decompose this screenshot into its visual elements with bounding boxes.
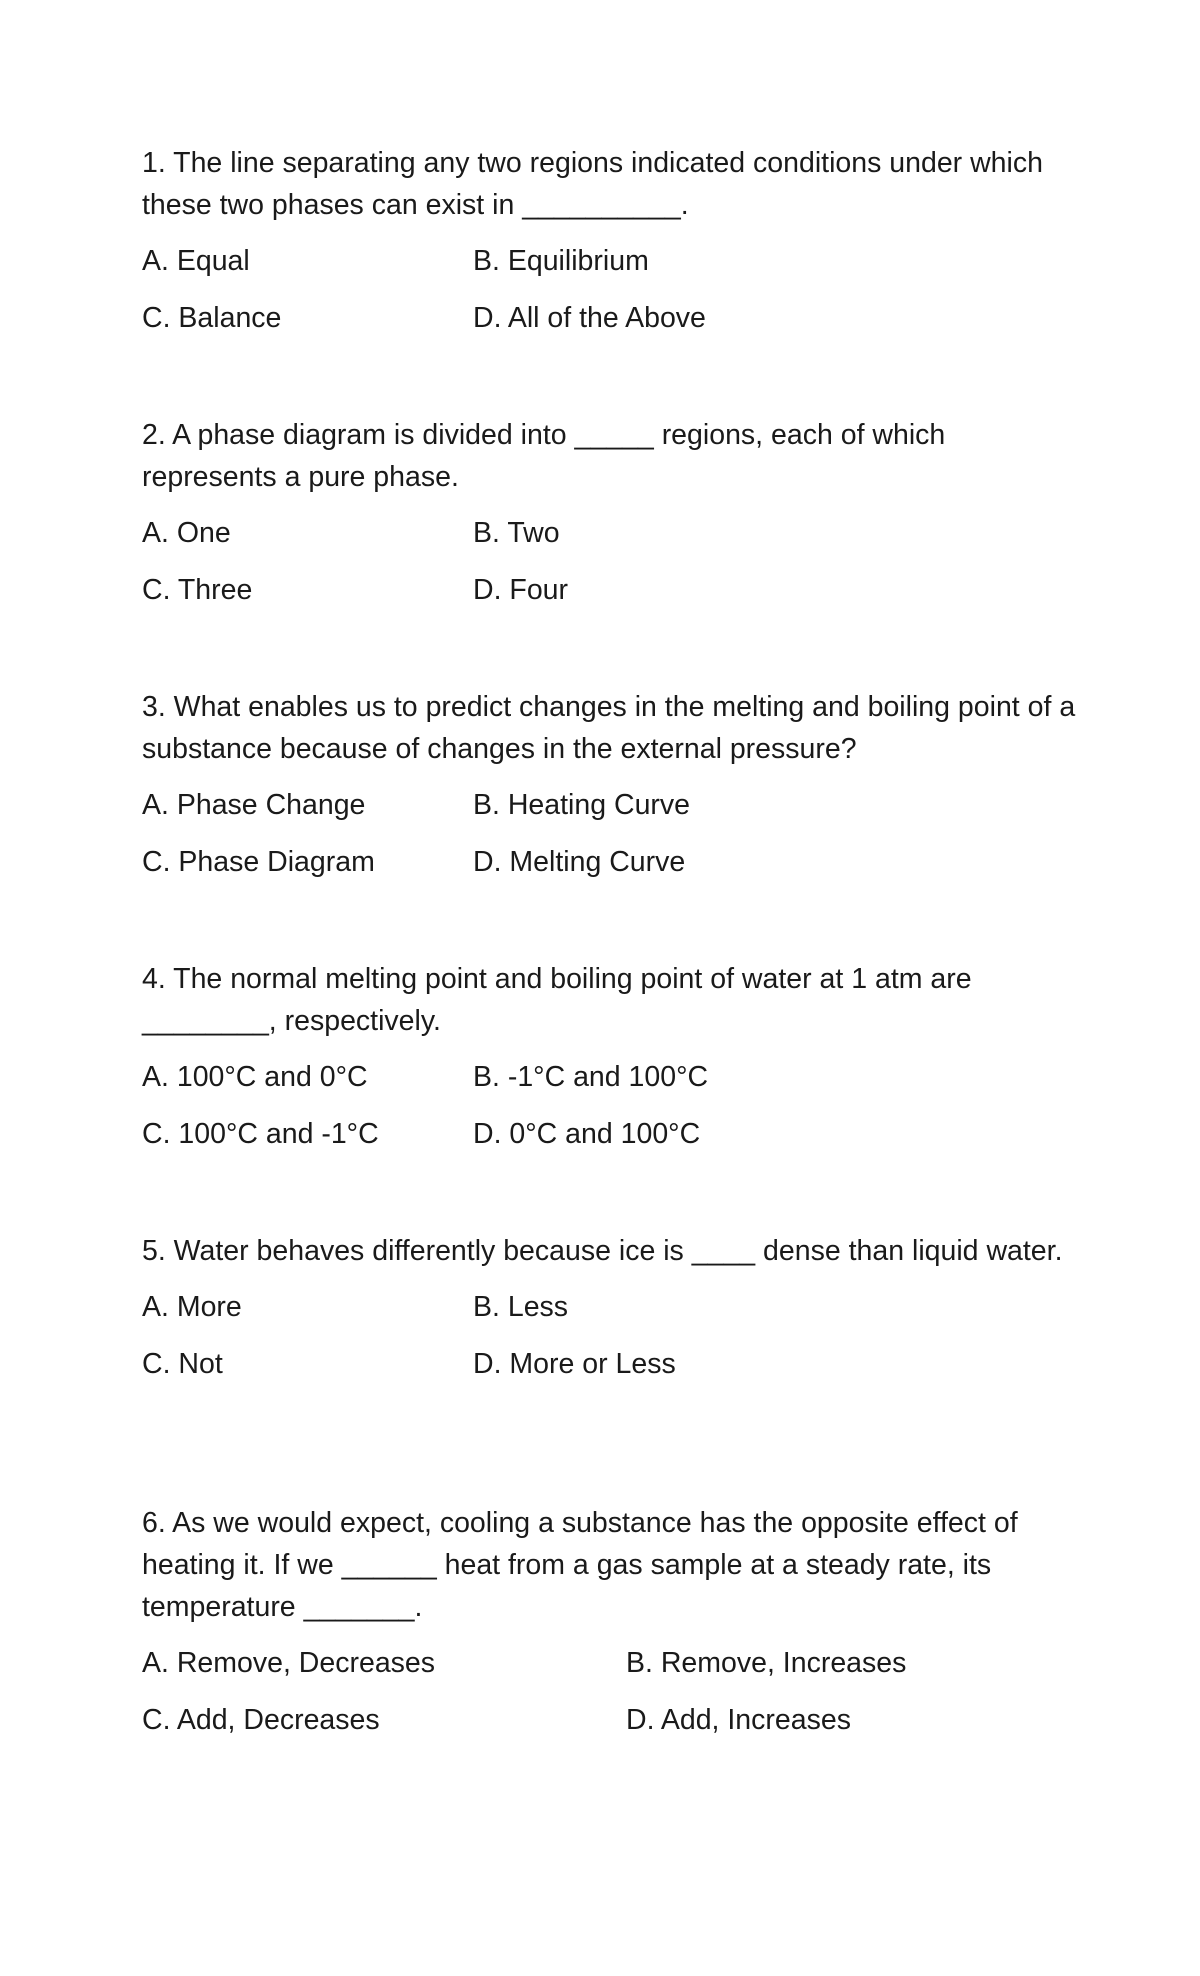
options-row (142, 1286, 1092, 1343)
question-text: 1. The line separating any two regions indicated conditions under which these two phases can exist in __________. (142, 147, 1043, 221)
option-a: A. Remove, Decreases (142, 1647, 436, 1679)
question-6 (142, 1502, 1092, 1756)
options-row (142, 784, 1092, 841)
options-row (142, 297, 1092, 354)
options-row (142, 1699, 1092, 1756)
question-4 (142, 958, 1092, 1170)
option-b: B. Heating Curve (473, 789, 691, 821)
option-a: A. Equal (142, 245, 250, 277)
option-b: B. Remove, Increases (626, 1647, 907, 1679)
option-c: C. Add, Decreases (142, 1704, 380, 1736)
option-d: D. More or Less (473, 1348, 676, 1380)
question-1 (142, 142, 1092, 354)
option-d: D. Melting Curve (473, 846, 686, 878)
options-row (142, 1113, 1092, 1170)
options-row (142, 240, 1092, 297)
options-row (142, 1343, 1092, 1400)
options-row (142, 1642, 1092, 1699)
option-b: B. -1°C and 100°C (473, 1061, 709, 1093)
options-row (142, 569, 1092, 626)
question-text: 6. As we would expect, cooling a substance has the opposite effect of heating it. If we ______ heat from a gas sample at a steady rate, its temperature _______. (142, 1507, 1018, 1623)
option-d: D. Four (473, 574, 569, 606)
options-row (142, 841, 1092, 898)
options-row (142, 1056, 1092, 1113)
option-d: D. All of the Above (473, 302, 706, 334)
question-text: 4. The normal melting point and boiling point of water at 1 atm are ________, respectively. (142, 963, 972, 1037)
option-c: C. Three (142, 574, 253, 606)
option-b: B. Equilibrium (473, 245, 649, 277)
question-text: 3. What enables us to predict changes in the melting and boiling point of a substance because of changes in the external pressure? (142, 691, 1076, 765)
option-d: D. Add, Increases (626, 1704, 851, 1736)
option-a: A. Phase Change (142, 789, 366, 821)
option-b: B. Two (473, 517, 560, 549)
option-c: C. Phase Diagram (142, 846, 375, 878)
question-2 (142, 414, 1092, 626)
option-a: A. More (142, 1291, 242, 1323)
option-a: A. 100°C and 0°C (142, 1061, 368, 1093)
question-5 (142, 1230, 1092, 1400)
option-c: C. 100°C and -1°C (142, 1118, 379, 1150)
option-d: D. 0°C and 100°C (473, 1118, 701, 1150)
question-text: 2. A phase diagram is divided into _____ regions, each of which represents a pure phase. (142, 419, 946, 493)
option-c: C. Balance (142, 302, 282, 334)
option-a: A. One (142, 517, 231, 549)
option-b: B. Less (473, 1291, 569, 1323)
question-text: 5. Water behaves differently because ice is ____ dense than liquid water. (142, 1235, 1063, 1267)
option-c: C. Not (142, 1348, 223, 1380)
question-3 (142, 686, 1092, 898)
options-row (142, 512, 1092, 569)
